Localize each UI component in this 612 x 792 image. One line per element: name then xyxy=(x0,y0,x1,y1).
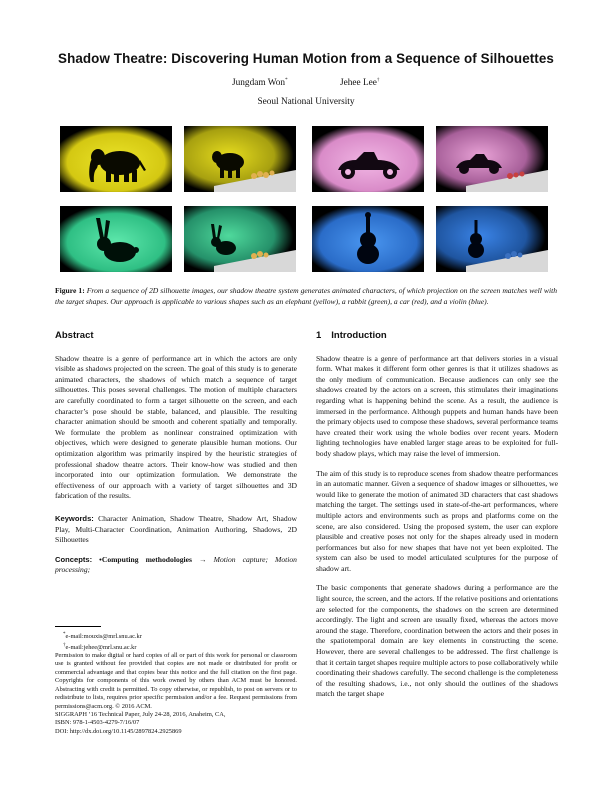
teaser-figure xyxy=(60,126,552,276)
intro-heading xyxy=(316,331,558,342)
isbn: ISBN: 978-1-4503-4279-7/16/07 xyxy=(55,719,140,727)
caption-label: Figure 1: xyxy=(55,286,85,295)
intro-paragraph-3: The basic components that generate shadows during a performance are the light source, the screen, and the actors. If the relative positions and orientations are selected for the components, the shadows on the screen are determined accordingly. The light and screen are usually fixed, whereas the actors move around the stage. Therefore, coordination between the actors and their poses in the spatiotemporal domain are key elements in constructing the scene. However, there are several challenges to be addressed. The first challenge is that it certain target shapes require multiple actors to pose collaboratively while coordinating their shadows carefully. The second challenge is the completeness of the resulting shadows, i.e., not only should the outlines of the shadows match the target shape xyxy=(316,583,558,699)
intro-paragraph-2: The aim of this study is to reproduce scenes from shadow theatre performances in an automatic manner. Given a sequence of shadow images or silhouettes, we would like to generate the motion of animated 3D characters that cast shadows matching the target. The settings used in state-of-the-art performances, where multiple actors and environments such as props and platforms come on the scene, are also considered. Using the proposed system, the user can explore plausible and creative poses not only for the shapes already used in modern performances but also for new shapes that have not yet been exploited. The system can also be used to model articulated sculptures for the purpose of shadow art. xyxy=(316,468,558,573)
panel-violin-shadow xyxy=(312,206,424,272)
footnote-rule xyxy=(55,626,101,627)
author-2-name: Jehee Lee xyxy=(340,78,377,89)
intro-title: Introduction xyxy=(331,330,387,341)
author-2 xyxy=(340,78,379,88)
concepts xyxy=(55,555,297,576)
email-2: e-mail:jehee@mrl.snu.ac.kr xyxy=(65,643,137,651)
paper-title: Shadow Theatre: Discovering Human Motion from a Sequence of Silhouettes xyxy=(58,51,554,66)
concepts-arrow: → xyxy=(199,554,207,564)
author-1-mark: * xyxy=(285,78,288,83)
keywords xyxy=(55,514,297,546)
abstract-body: Shadow theatre is a genre of performance art in which the actors are only visible as shadows projected on the screen. The goal of this study is to generate animated characters, the shadows of which match a sequence of target silhouettes. This poses several challenges. The motion of multiple characters are carefully coordinated to form a target silhouette on the screen, and each character’s pose should be stable, balanced, and plausible. The resulting character animation should be smooth and coherent spatially and temporally. We formulate the problem as nonlinear constrained optimization with objectives, which were designed to generate plausible human motions. Our optimization algorithm was primarily inspired by the heuristic strategies of professional shadow theatre actors. Their know-how was studied and then incorporated into our optimization formulation. We demonstrate the effectiveness of our approach with a variety of target silhouettes and 3D fabrication of the results. xyxy=(55,353,297,501)
conference-info: SIGGRAPH ’16 Technical Paper, July 24-28, 2016, Anaheim, CA, xyxy=(55,710,226,718)
left-column xyxy=(55,331,297,585)
author-1 xyxy=(232,78,288,88)
author-2-mark: † xyxy=(376,78,380,83)
panel-elephant-stage xyxy=(184,126,296,192)
panel-rabbit-shadow xyxy=(60,206,172,272)
affiliation: Seoul National University xyxy=(257,97,355,107)
panel-elephant-shadow xyxy=(60,126,172,192)
abstract-heading: Abstract xyxy=(55,330,94,341)
intro-paragraph-1: Shadow theatre is a genre of performance art that delivers stories in a visual form. What makes it different form other genres is that it utilizes shadows as the only medium of communication. Because audiences can only see the shadows created by the actors on a screen, this stimulates their imaginations regarding what is happening behind the scene. As a result, the audience is immersed in the performance. Although puppets and human hands have been the primary objects used to compose these shadows, several performance teams have created their work using the whole bodies over recent years. Modern lighting technologies have enabled larger stage areas to be exploited for full-body shadow plays, which may raise the level of immersion. xyxy=(316,353,558,458)
footnotes xyxy=(55,626,297,736)
permission-notice: Permission to make digital or hard copies of all or part of this work for personal or classroom use is granted without fee provided that copies are not made or distributed for profit or commercial advantage and that copies bear this notice and the full citation on the first page. Copyrights for components of this work owned by others than ACM must be honored. Abstracting with credit is permitted. To copy otherwise, or republish, to post on servers or to redistribute to lists, requires prior specific permission and/or a fee. Request permissions from permissions@acm.org. © 2016 ACM. xyxy=(55,652,297,710)
email-1: e-mail:mouxis@mrl.snu.ac.kr xyxy=(65,633,142,641)
right-column xyxy=(316,331,558,709)
keywords-label: Keywords: xyxy=(55,513,94,523)
figure-caption xyxy=(55,286,557,307)
panel-rabbit-stage xyxy=(184,206,296,272)
concepts-italic: Motion capture; Motion processing; xyxy=(55,554,297,575)
keywords-text: Character Animation, Shadow Theatre, Shadow Art, Shadow Play, Multi-Character Coordination, Animation Authoring, Shadows, 2D Silhouettes xyxy=(55,513,297,545)
author-1-name: Jungdam Won xyxy=(232,78,286,89)
panel-violin-stage xyxy=(436,206,548,272)
concepts-label: Concepts: xyxy=(55,554,93,564)
panel-car-shadow xyxy=(312,126,424,192)
panel-car-stage xyxy=(436,126,548,192)
intro-number: 1 xyxy=(316,330,322,341)
footnote-email-1: *e-mail:mouxis@mrl.snu.ac.kr xyxy=(63,632,142,641)
doi: DOI: http://dx.doi.org/10.1145/2897824.2925869 xyxy=(55,727,182,735)
footnote-email-2: †e-mail:jehee@mrl.snu.ac.kr xyxy=(63,642,137,651)
concepts-bold: •Computing methodologies xyxy=(99,554,192,564)
caption-text: From a sequence of 2D silhouette images, our shadow theatre system generates animated characters, of which projection on the screen matches well with the target shapes. Our approach is applicable to various shapes such as an elephant (yellow), a rabbit (green), a car (red), and a violin (blue). xyxy=(55,286,557,306)
